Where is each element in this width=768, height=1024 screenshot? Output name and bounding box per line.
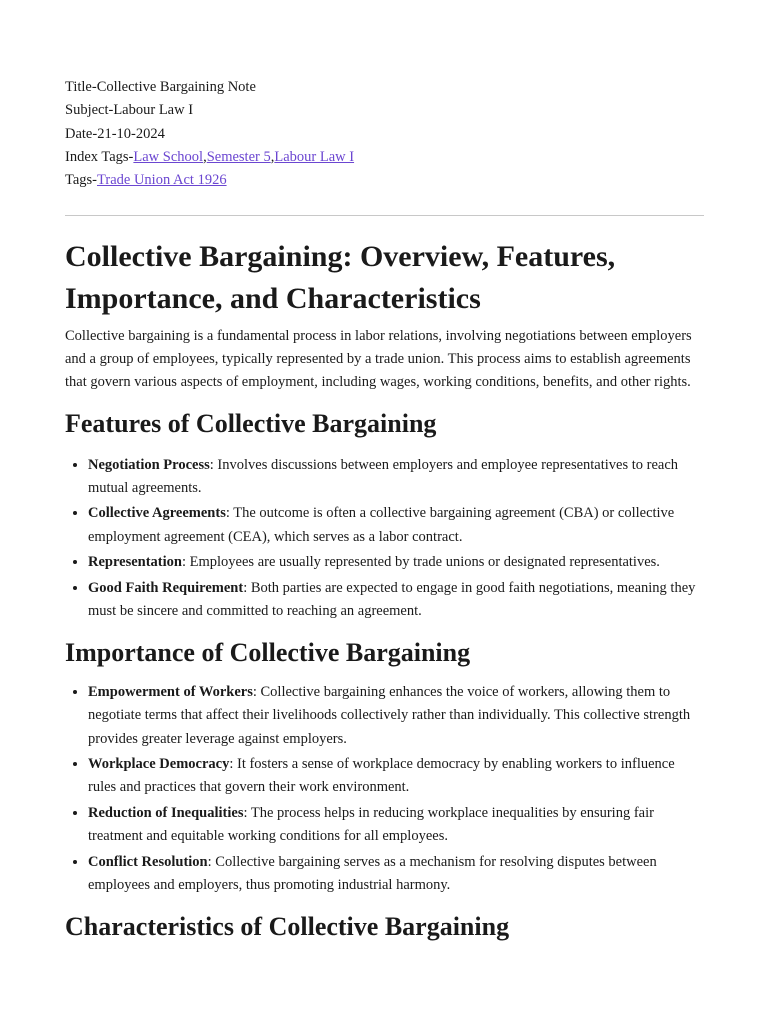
list-item-text: : Both parties are expected to engage in good faith negotiations, meaning they must be sincere and committed to reaching an agreement. <box>88 579 696 619</box>
list-item <box>88 753 705 799</box>
list-item-term: Workplace Democracy <box>88 756 230 773</box>
index-tags-label: Index Tags- <box>65 148 134 165</box>
list-item-text: : Involves discussions between employers and employee representatives to reach mutual agreements. <box>88 456 679 496</box>
list-item <box>88 802 705 848</box>
note-title: Title-Collective Bargaining Note <box>65 79 256 95</box>
list-item-term: Conflict Resolution <box>88 853 208 870</box>
list-item <box>88 681 705 751</box>
list-item-term: Negotiation Process <box>88 456 210 473</box>
features-list <box>65 454 705 624</box>
note-date: Date-21-10-2024 <box>65 125 165 142</box>
tag-link-labour-law-i[interactable]: Labour Law I <box>274 148 355 165</box>
note-metadata <box>65 76 354 192</box>
intro-paragraph: Collective bargaining is a fundamental process in labor relations, involving negotiations between employers and a group of employees, typically represented by a trade union. This process aims to establish agreements that govern various aspects of employment, including wages, working conditions, benefits, and other rights. <box>65 328 692 391</box>
list-item-text: : It fosters a sense of workplace democracy by enabling workers to influence rules and practices that govern their work environment. <box>88 756 675 796</box>
tags-row <box>65 169 354 192</box>
article-title: Collective Bargaining: Overview, Features, Importance, and Characteristics <box>65 240 616 315</box>
list-item-text: : Collective bargaining enhances the voice of workers, allowing them to negotiate terms that affect their livelihoods collectively rather than individually. This collective strength provides greater leverage against employers. <box>88 684 691 747</box>
list-item-text: : The process helps in reducing workplace inequalities by ensuring fair treatment and equitable working conditions for all employees. <box>88 805 654 845</box>
importance-heading: Importance of Collective Bargaining <box>65 638 471 668</box>
list-item-term: Collective Agreements <box>88 505 226 522</box>
list-item-term: Reduction of Inequalities <box>88 805 244 821</box>
tag-link-semester-5[interactable]: Semester 5 <box>206 148 271 165</box>
list-item <box>88 851 705 897</box>
list-item-term: Good Faith Requirement <box>88 579 244 596</box>
tag-link-law-school[interactable]: Law School <box>133 148 204 165</box>
importance-list <box>65 681 705 897</box>
list-item-text: : Employees are usually represented by trade unions or designated representatives. <box>181 554 660 571</box>
index-tags-row: Index Tags-Law School,Semester 5,Labour Law I <box>65 148 355 165</box>
list-item-term: Representation <box>88 554 182 571</box>
list-item <box>88 502 705 548</box>
note-subject: Subject-Labour Law I <box>65 102 194 119</box>
tags-label: Tags- <box>65 172 98 189</box>
tag-link-trade-union-act[interactable]: Trade Union Act 1926 <box>97 172 227 189</box>
horizontal-divider <box>65 215 704 216</box>
list-item-term: Empowerment of Workers <box>88 684 253 701</box>
characteristics-heading: Characteristics of Collective Bargaining <box>65 912 510 942</box>
features-heading: Features of Collective Bargaining <box>65 408 437 438</box>
list-item <box>88 551 705 574</box>
list-item-text: : Collective bargaining serves as a mechanism for resolving disputes between employees and employers, thus promoting industrial harmony. <box>88 853 657 893</box>
list-item <box>88 454 705 500</box>
article-body <box>65 236 705 944</box>
list-item-text: : The outcome is often a collective bargaining agreement (CBA) or collective employment agreement (CEA), which serves as a labor contract. <box>88 505 675 545</box>
list-item <box>88 577 705 623</box>
